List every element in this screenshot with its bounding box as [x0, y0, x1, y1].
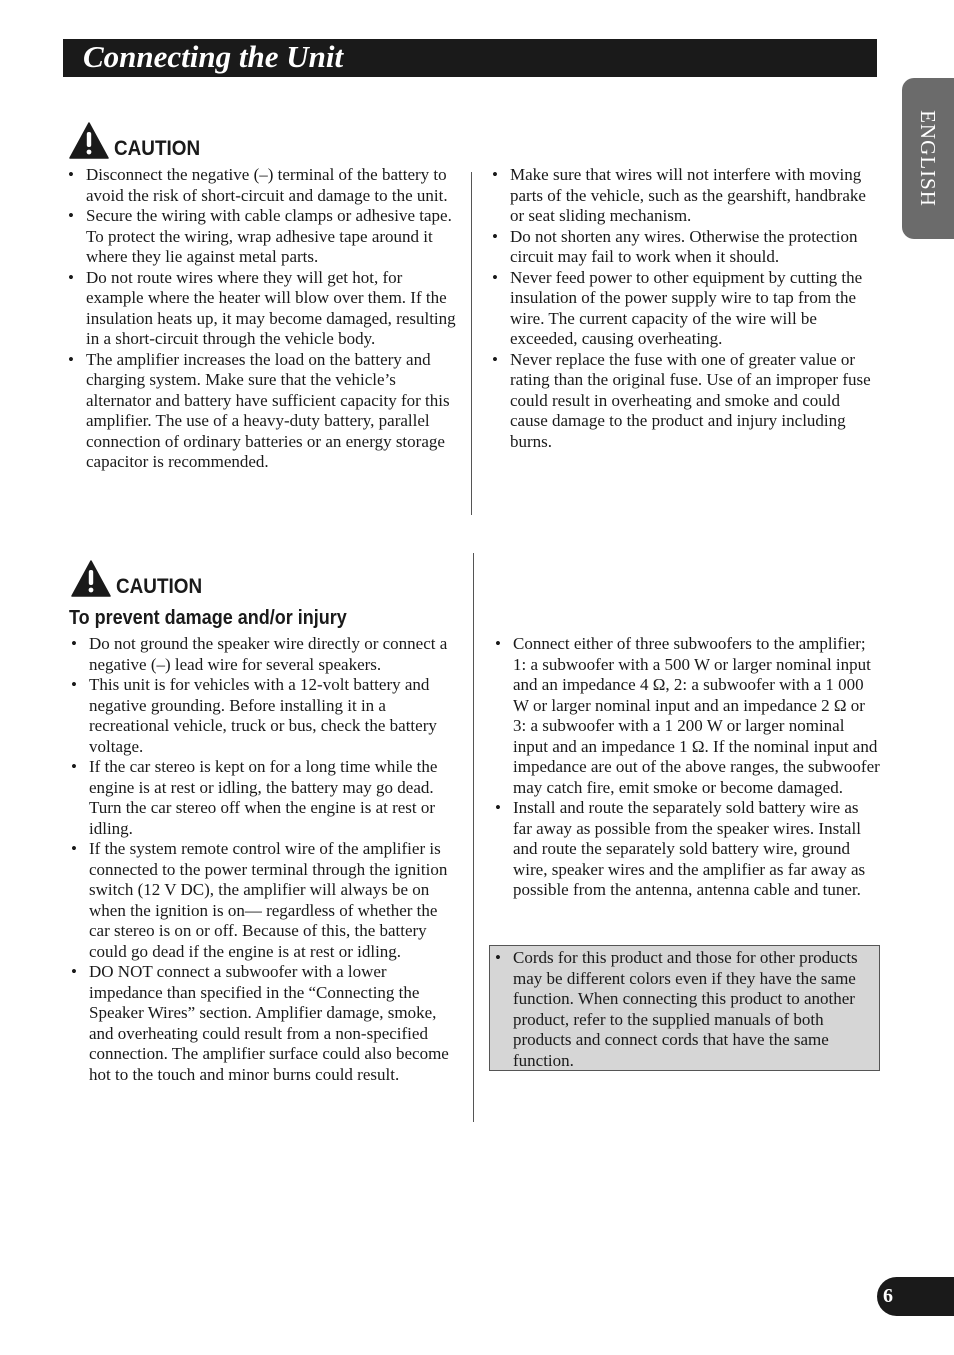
column-divider [473, 553, 474, 1122]
title-bar [63, 39, 877, 77]
caution-heading [69, 122, 210, 159]
language-tab-label: ENGLISH [916, 110, 941, 207]
list-item: • Secure the wiring with cable clamps or adhesive tape. To protect the wiring, wrap adhesive tape around it where they lie against metal parts. [66, 206, 458, 268]
list-item: • If the system remote control wire of the amplifier is connected to the power terminal through the ignition switch (12 V DC), the amplifier will always be on when the ignition is on— regardless of whether the car stereo is on or off. Because of this, the battery could go dead if the engine is at rest or idling. [69, 839, 461, 962]
list-item: • The amplifier increases the load on the battery and charging system. Make sure that the vehicle’s alternator and battery have sufficient capacity for this amplifier. The use of a heavy-duty battery, parallel connection of ordinary batteries or an energy storage capacitor is recommended. [66, 350, 458, 473]
caution-list-left [69, 634, 461, 1085]
page-title: Connecting the Unit [83, 39, 344, 74]
list-item: • Never feed power to other equipment by cutting the insulation of the power supply wire to tap from the wire. The current capacity of the wire will be exceeded, causing overheating. [490, 268, 880, 350]
warning-triangle-icon [71, 560, 111, 597]
list-item: • Make sure that wires will not interfere with moving parts of the vehicle, such as the gearshift, handbrake or seat sliding mechanism. [490, 165, 880, 227]
list-item: • DO NOT connect a subwoofer with a lower impedance than specified in the “Connecting the Speaker Wires” section. Amplifier damage, smoke, and overheating could result from a non-specified connection. The amplifier surface could also become hot to the touch and minor burns could result. [69, 962, 461, 1085]
list-item: • If the car stereo is kept on for a long time while the engine is at rest or idling, the battery may go dead. Turn the car stereo off when the engine is at rest or idling. [69, 757, 461, 839]
list-item: • Never replace the fuse with one of greater value or rating than the original fuse. Use of an improper fuse could result in overheating and smoke and could cause damage to the product and injury including burns. [490, 350, 880, 453]
section-subheading: To prevent damage and/or injury [69, 607, 347, 629]
page-number-tab [877, 1277, 954, 1316]
warning-triangle-icon [69, 122, 109, 159]
column-divider [471, 172, 472, 515]
caution-heading [71, 560, 212, 597]
page-number: 6 [883, 1285, 893, 1307]
note-box [489, 945, 880, 1071]
list-item: • This unit is for vehicles with a 12-volt battery and negative grounding. Before installing it in a recreational vehicle, truck or bus, check the battery voltage. [69, 675, 461, 757]
list-item: • Do not shorten any wires. Otherwise the protection circuit may fail to work when it should. [490, 227, 880, 268]
language-tab [902, 78, 954, 239]
caution-label: CAUTION [114, 137, 201, 160]
list-item: • Do not ground the speaker wire directly or connect a negative (–) lead wire for several speakers. [69, 634, 461, 675]
list-item: • Cords for this product and those for other products may be different colors even if they have the same function. When connecting this product to another product, refer to the supplied manuals of both products and connect cords that have the same function. [493, 948, 873, 1071]
list-item: • Disconnect the negative (–) terminal of the battery to avoid the risk of short-circuit and damage to the unit. [66, 165, 458, 206]
list-item: • Connect either of three subwoofers to the amplifier; 1: a subwoofer with a 500 W or larger nominal input and an impedance 4 Ω, 2: a subwoofer with a 1 000 W or larger nominal input and an impedance 2 Ω or 3: a subwoofer with a 1 200 W or larger nominal input and an impedance 1 Ω. If the nominal input and impedance are out of the above ranges, the subwoofer may catch fire, emit smoke or become damaged. [493, 634, 881, 798]
list-item: • Do not route wires where they will get hot, for example where the heater will blow over them. If the insulation heats up, it may become damaged, resulting in a short-circuit through the vehicle body. [66, 268, 458, 350]
list-item: • Install and route the separately sold battery wire as far away as possible from the speaker wires. Install and route the separately sold battery wire, ground wire, speaker wires and the amplifier as far away as possible from the antenna, antenna cable and tuner. [493, 798, 881, 901]
caution-list-right [493, 634, 881, 901]
caution-list-left [66, 165, 458, 473]
caution-label: CAUTION [116, 575, 203, 598]
caution-list-right [490, 165, 880, 452]
